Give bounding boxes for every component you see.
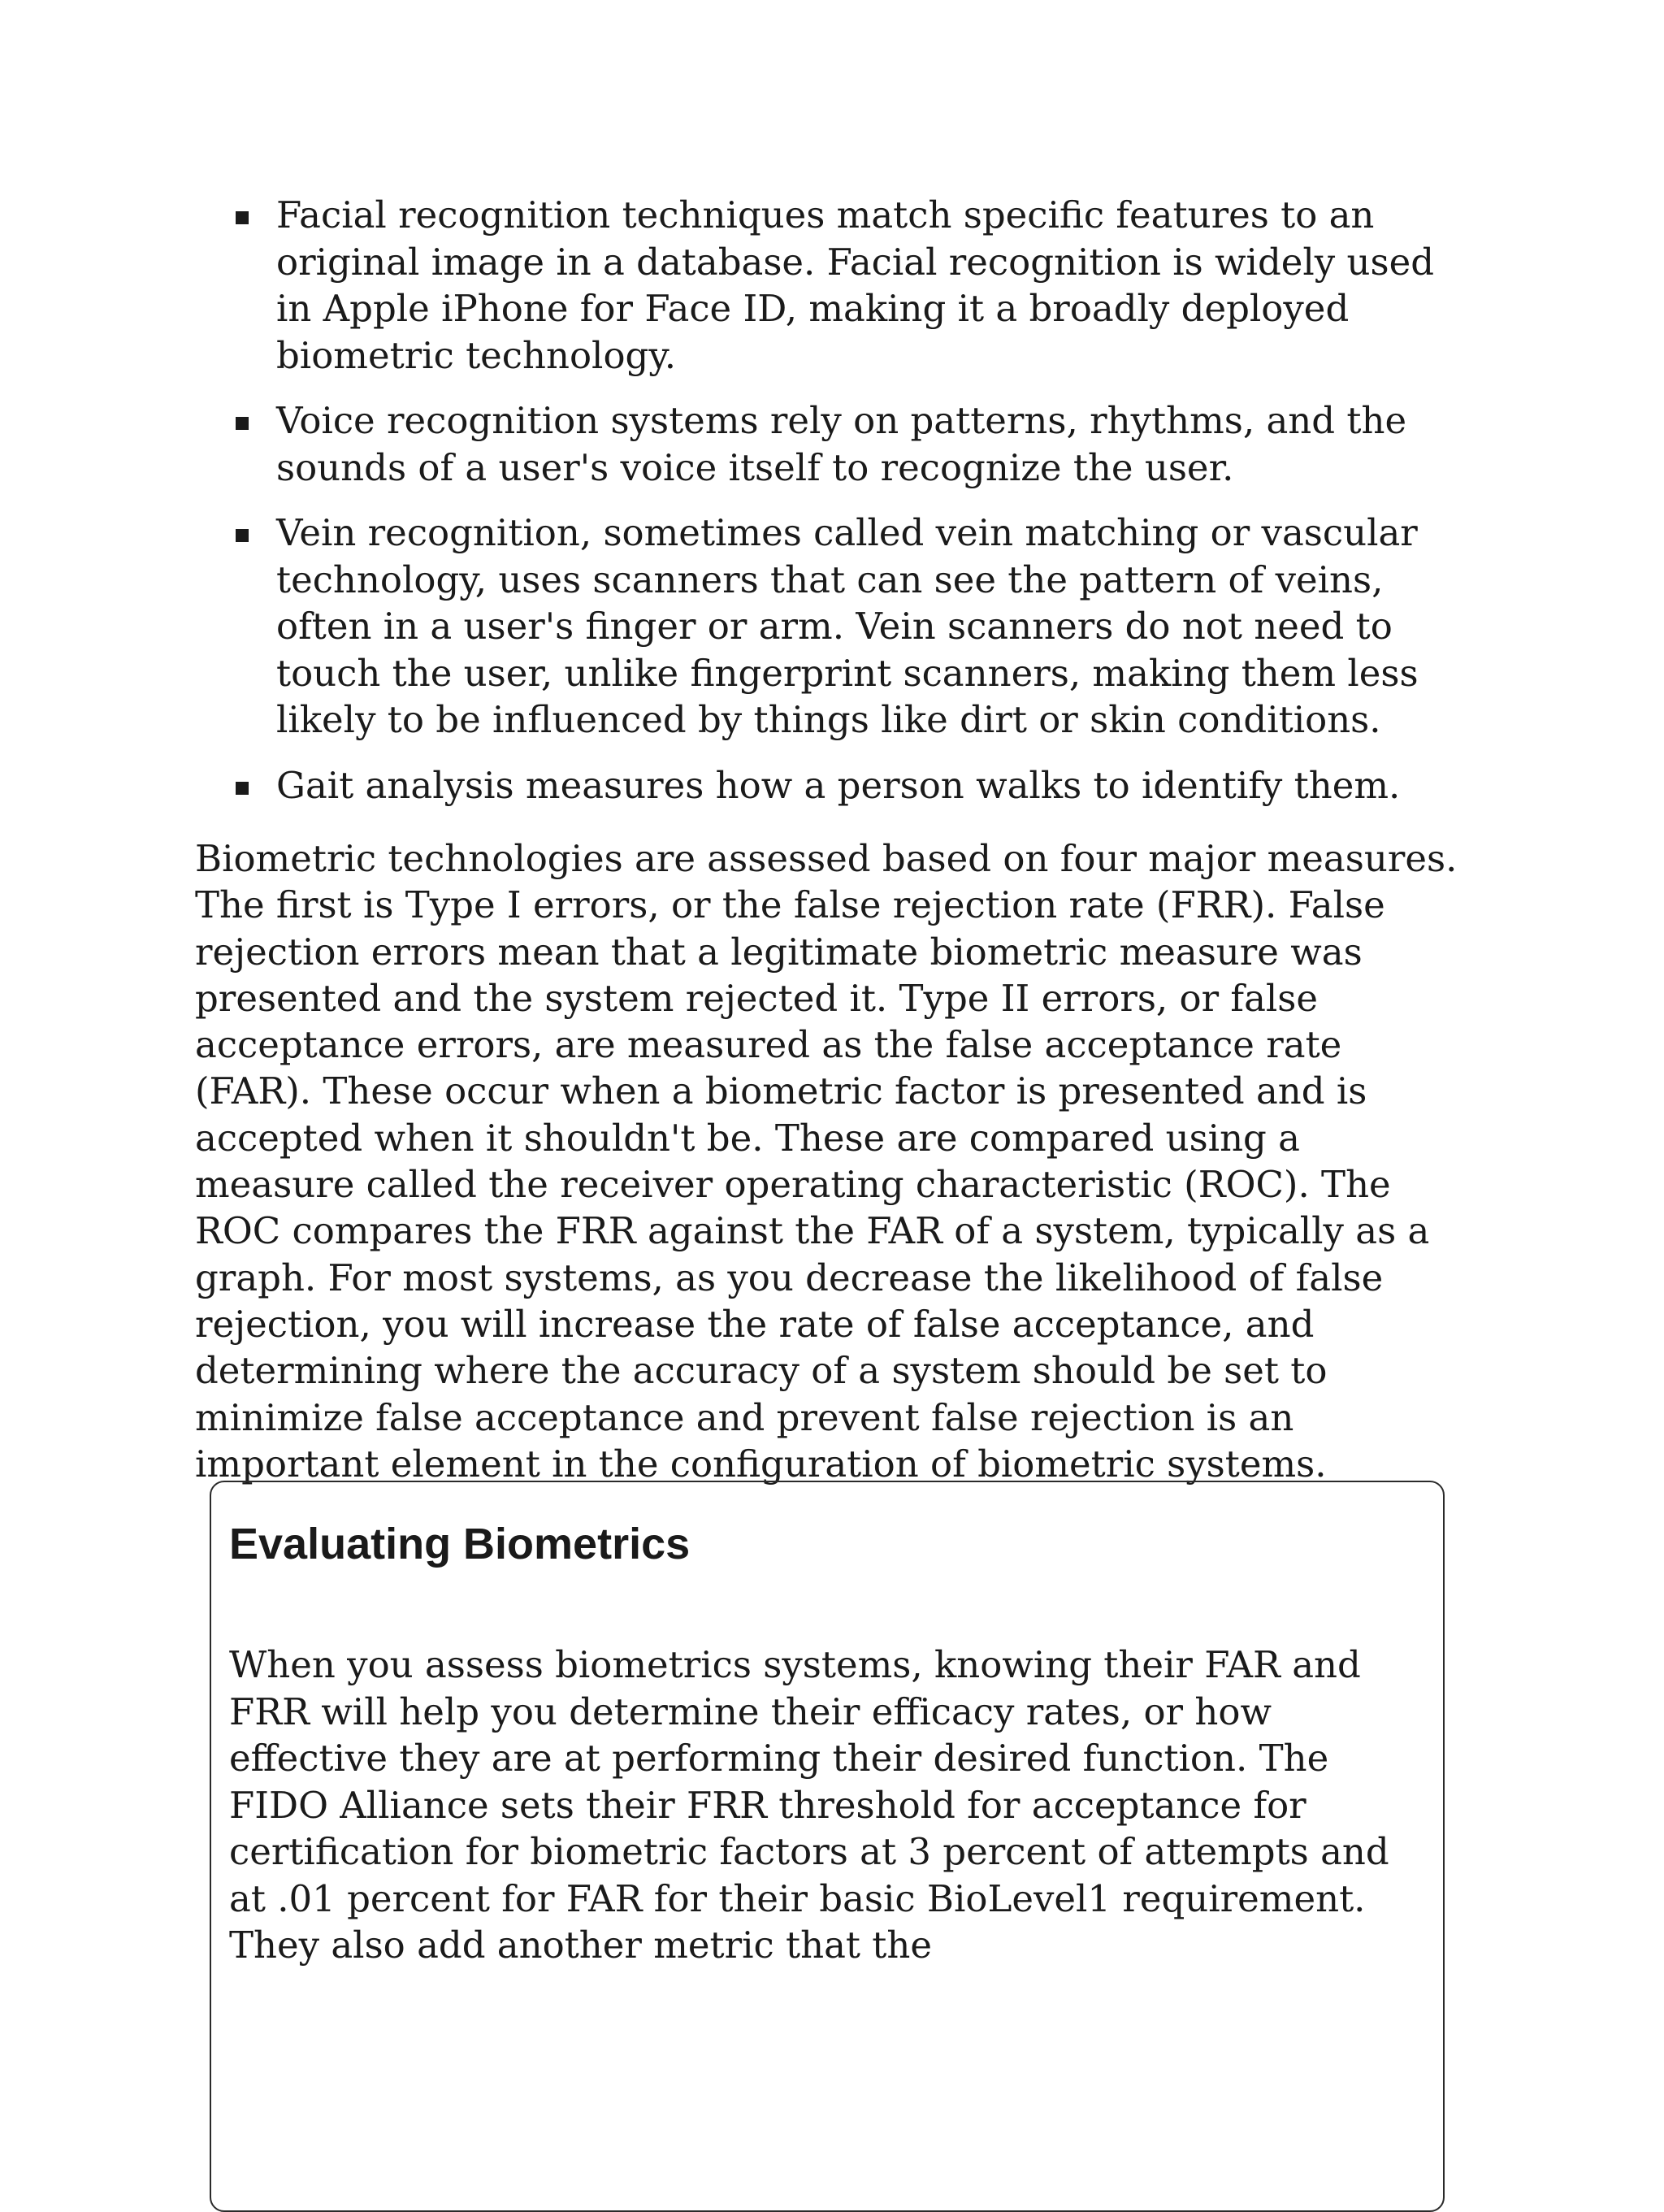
list-item (276, 510, 1462, 744)
square-bullet-icon (236, 782, 249, 795)
sidebar-title: Evaluating Biometrics (229, 1520, 691, 1568)
list-item (276, 762, 1462, 809)
square-bullet-icon (236, 211, 249, 224)
sidebar-body: When you assess biometrics systems, knowing their FAR and FRR will help you determine their efficacy rates, or how effective they are at performing their desired function. The FIDO Alliance sets their FRR threshold for acceptance for certification for biometric factors at 3 percent of attempts and at .01 percent for FAR for their basic BioLevel1 requirement. They also add another metric that the (229, 1643, 1389, 1967)
square-bullet-icon (236, 529, 249, 542)
list-item (276, 397, 1462, 491)
list-item (276, 192, 1462, 379)
biometric-types-list (276, 192, 1462, 827)
body-paragraph: Biometric technologies are assessed based on four major measures. The first is Type I errors, or the false rejection rate (FRR). False rejection errors mean that a legitimate biometric measure was presented and the system rejected it. Type II errors, or false acceptance errors, are measured as the false acceptance rate (FAR). These occur when a biometric factor is presented and is accepted when it shouldn't be. These are compared using a measure called the receiver operating characteristic (ROC). The ROC compares the FRR against the FAR of a system, typically as a graph. For most systems, as you decrease the likelihood of false rejection, you will increase the rate of false acceptance, and determining where the accuracy of a system should be set to minimize false acceptance and prevent false rejection is an important element in the configuration of biometric systems. (195, 837, 1458, 1486)
square-bullet-icon (236, 417, 249, 430)
list-item-text: Facial recognition techniques match specific features to an original image in a database. Facial recognition is widely used in Apple iPhone for Face ID, making it a broadly deployed biometric technology. (276, 193, 1435, 377)
list-item-text: Gait analysis measures how a person walks to identify them. (276, 763, 1401, 807)
list-item-text: Vein recognition, sometimes called vein matching or vascular technology, uses scanners that can see the pattern of veins, often in a user's finger or arm. Vein scanners do not need to touch the user, unlike fingerprint scanners, making them less likely to be influenced by things like dirt or skin conditions. (276, 511, 1419, 741)
list-item-text: Voice recognition systems rely on patterns, rhythms, and the sounds of a user's voice itself to recognize the user. (276, 399, 1407, 489)
sidebar-box (210, 1481, 1445, 2212)
